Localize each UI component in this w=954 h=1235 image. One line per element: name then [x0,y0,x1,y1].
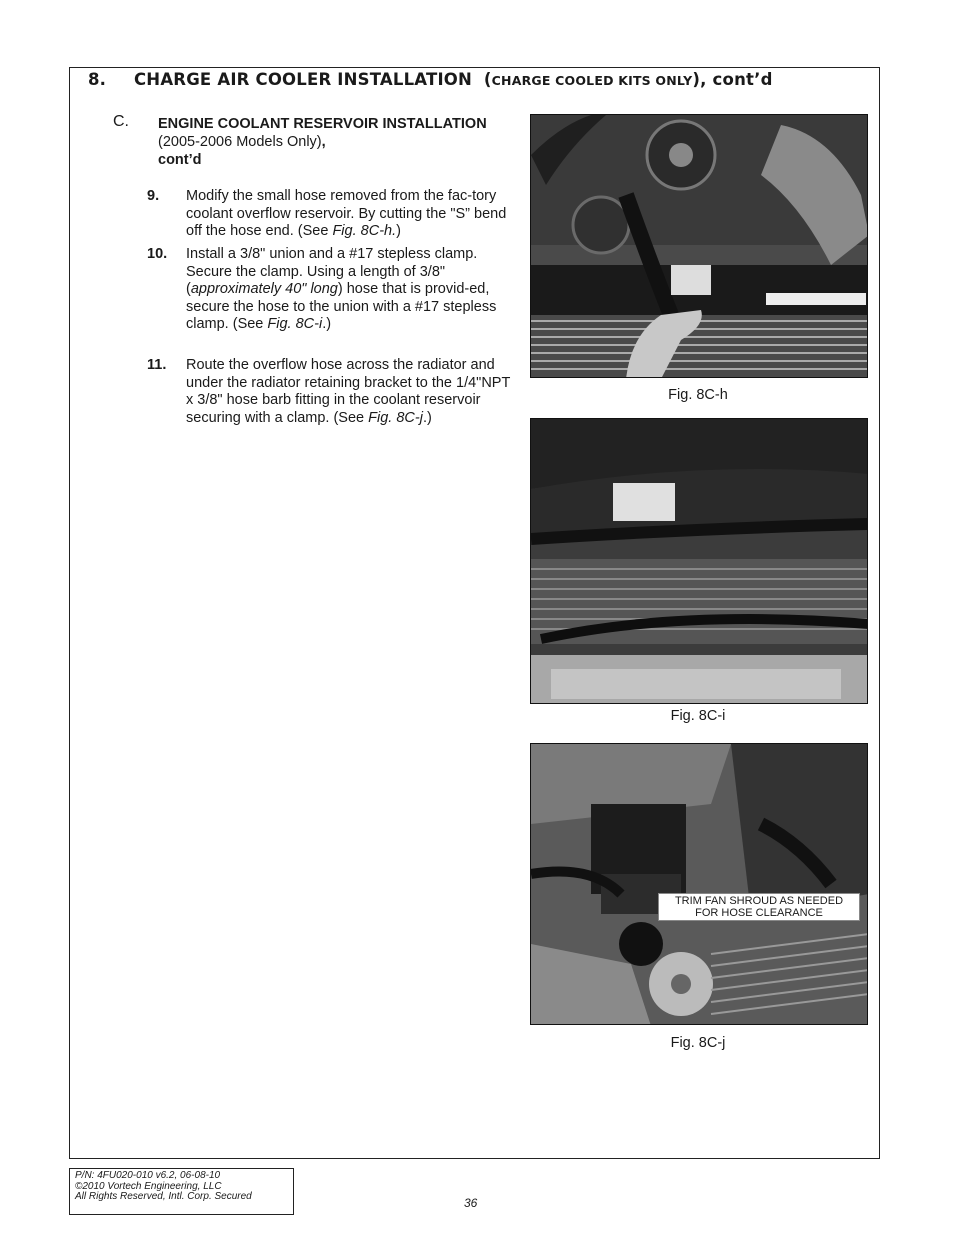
step-9 [147,188,512,241]
figure-ref: Fig. 8C-i [267,316,323,332]
step-text-c: .) [322,316,332,332]
footer-rights: All Rights Reserved, Intl. Corp. Secured [75,1191,252,1202]
subsection-heading-text: ENGINE COOLANT RESERVOIR INSTALLATION [158,116,487,132]
step-text [186,188,512,241]
paren-open: ( [483,70,492,89]
figure-caption: Fig. 8C-i [670,708,726,724]
step-11 [147,357,512,427]
subsection-contd: cont’d [158,152,202,168]
paren-close: ) [692,70,701,89]
page-number: 36 [464,1196,478,1210]
step-text-b: ) hose that is provid-ed, secure the hose to the union with a #17 stepless clamp. (See [186,281,497,332]
section-title-text: CHARGE AIR COOLER INSTALLATION [134,70,473,89]
subsection-letter: C. [113,113,129,130]
step-text [186,246,512,334]
step-text-b: .) [422,409,432,426]
step-emphasis: approximately 40" long [190,281,338,297]
section-subtitle: CHARGE COOLED KITS ONLY [491,73,693,88]
step-text-b: ) [396,223,401,239]
section-number: 8. [88,70,107,89]
callout-line-1: TRIM FAN SHROUD AS NEEDED [674,895,844,907]
step-10 [147,246,512,334]
figure-ref: Fig. 8C-j [368,409,423,426]
callout-line-2: FOR HOSE CLEARANCE [695,907,823,919]
figure-caption: Fig. 8C-h [668,387,728,403]
figure-8c-i-photo [530,418,868,704]
step-text-a: Install a 3/8" union and a #17 stepless clamp. Secure the clamp. Using a length of 3/8" ( [186,246,478,297]
step-text-a: Modify the small hose removed from the fac-tory coolant overflow reservoir. By cutting the "S” bend off the hose end. (See [186,188,507,239]
figure-caption: Fig. 8C-j [670,1035,726,1051]
step-text [186,357,512,427]
radiator-hose-photo [531,419,868,704]
footer-part-number: P/N: 4FU020-010 v6.2, 06-08-10 [75,1170,221,1181]
step-number: 11. [147,357,167,373]
subsection-comma: , [321,134,326,150]
subsection-models: (2005-2006 Models Only) [158,134,322,150]
coolant-reservoir-photo [531,744,868,1025]
section-suffix: , cont’d [700,70,773,89]
figure-ref: Fig. 8C-h. [332,223,397,239]
footer-box [69,1168,294,1215]
figure-8c-j-photo [530,743,868,1025]
step-number: 10. [147,246,168,262]
step-number: 9. [147,188,160,204]
callout-label [658,893,860,921]
footer-copyright: ©2010 Vortech Engineering, LLC [75,1180,222,1192]
step-text-a: Route the overflow hose across the radiator and under the radiator retaining bracket to the 1/4"NPT x 3/8" hose barb fitting in the coolant reservoir securing with a clamp. (See [186,357,511,426]
engine-bay-hose-photo [531,115,868,378]
section-title [88,70,868,89]
figure-8c-h-photo [530,114,868,378]
subsection-heading [158,115,498,169]
